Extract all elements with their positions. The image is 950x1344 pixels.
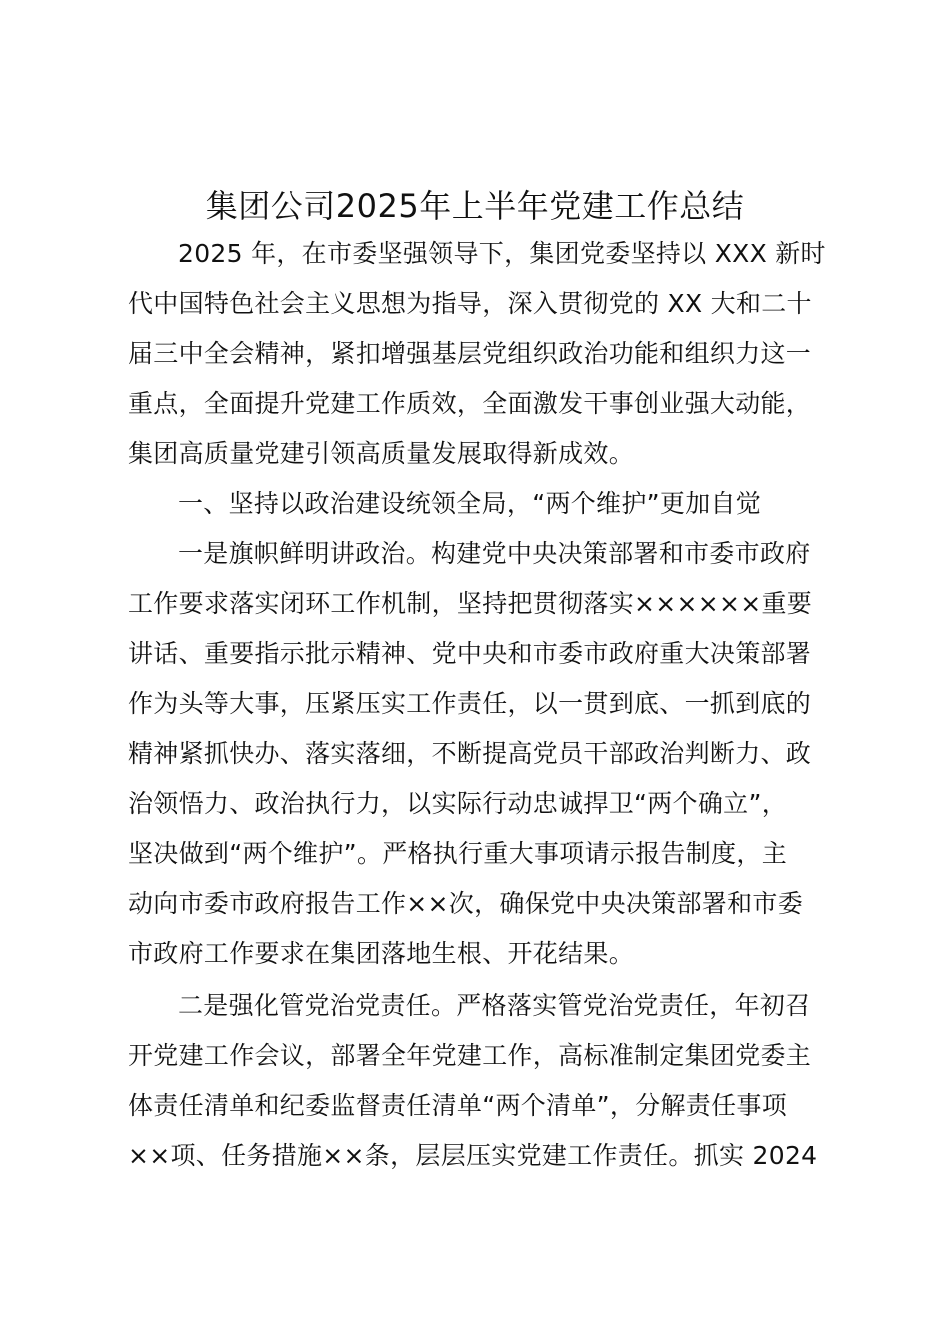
paragraph-line: 开党建工作会议，部署全年党建工作，高标准制定集团党委主	[128, 1041, 812, 1070]
paragraph-line: 工作要求落实闭环工作机制，坚持把贯彻落实××××××重要	[128, 589, 813, 618]
document-title: 集团公司2025年上半年党建工作总结	[205, 187, 745, 225]
paragraph-line: 市政府工作要求在集团落地生根、开花结果。	[128, 939, 635, 968]
intro-line: 2025 年，在市委坚强领导下，集团党委坚持以 XXX 新时	[178, 239, 826, 268]
intro-line: 届三中全会精神，紧扣增强基层党组织政治功能和组织力这一	[128, 339, 812, 368]
paragraph-line: 治领悟力、政治执行力，以实际行动忠诚捍卫“两个确立”，	[128, 789, 788, 818]
paragraph-line: 一是旗帜鲜明讲政治。构建党中央决策部署和市委市政府	[178, 539, 811, 568]
section-heading: 一、坚持以政治建设统领全局，“两个维护”更加自觉	[178, 489, 762, 518]
intro-line: 重点，全面提升党建工作质效，全面激发干事创业强大动能，	[128, 389, 812, 418]
paragraph-line: ××项、任务措施××条，层层压实党建工作责任。抓实 2024	[128, 1141, 818, 1170]
intro-line: 集团高质量党建引领高质量发展取得新成效。	[128, 439, 635, 468]
paragraph-line: 二是强化管党治党责任。严格落实管党治党责任，年初召	[178, 991, 811, 1020]
intro-line: 代中国特色社会主义思想为指导，深入贯彻党的 XX 大和二十	[128, 289, 812, 318]
paragraph-line: 动向市委市政府报告工作××次，确保党中央决策部署和市委	[128, 889, 803, 918]
paragraph-line: 坚决做到“两个维护”。严格执行重大事项请示报告制度，主	[128, 839, 788, 868]
paragraph-line: 讲话、重要指示批示精神、党中央和市委市政府重大决策部署	[128, 639, 812, 668]
paragraph-line: 体责任清单和纪委监督责任清单“两个清单”，分解责任事项	[128, 1091, 788, 1120]
paragraph-line: 作为头等大事，压紧压实工作责任，以一贯到底、一抓到底的	[128, 689, 812, 718]
paragraph-line: 精神紧抓快办、落实落细，不断提高党员干部政治判断力、政	[128, 739, 812, 768]
